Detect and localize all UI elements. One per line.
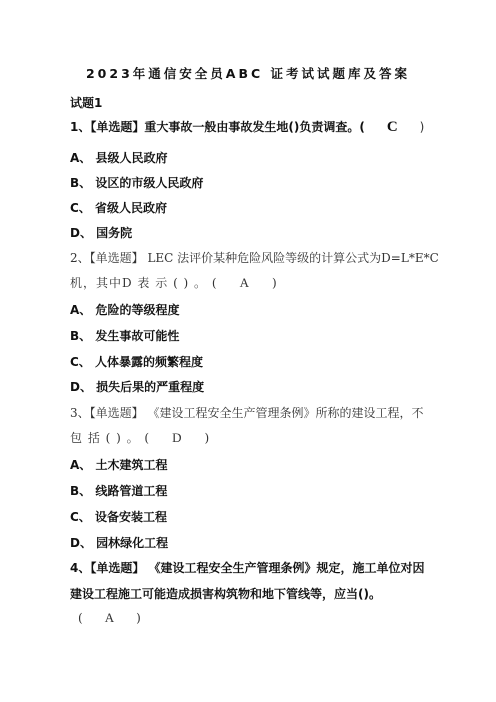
question-4-line-3 (78, 610, 141, 626)
question-1-answer: C (386, 119, 398, 135)
question-2-close: ) (271, 276, 278, 290)
question-3-option-b: B、 线路管道工程 (70, 484, 168, 498)
question-3-close: ) (204, 431, 211, 445)
question-3-line-2 (70, 430, 210, 446)
question-2-answer: A (239, 275, 250, 290)
question-3-line-2-text: 包 括 ( ) 。 ( (70, 431, 151, 445)
question-3-answer: D (172, 430, 183, 445)
question-1-close: ) (419, 120, 425, 134)
question-4-line-1: 4、【单选题】 《建设工程安全生产管理条例》规定，施工单位对因 (70, 561, 425, 575)
question-1-option-a: A、 县级人民政府 (70, 151, 168, 165)
question-2-line-2 (70, 275, 278, 291)
question-1-option-b: B、 设区的市级人民政府 (70, 176, 204, 190)
question-4-line-2: 建设工程施工可能造成损害构筑物和地下管线等，应当()。 (70, 587, 381, 601)
question-3-option-a: A、 土木建筑工程 (70, 458, 168, 472)
question-2-line-2-text: 机，其中D 表 示 ( ) 。 ( (70, 276, 218, 290)
question-1-number: 1、 (70, 120, 91, 134)
question-2-line-1: 2、【单选题】 LEC 法评价某种危险风险等级的计算公式为D=L*E*C (70, 251, 439, 265)
question-3-line-1: 3、【单选题】 《建设工程安全生产管理条例》所称的建设工程，不 (70, 406, 424, 420)
question-4-open: ( (78, 611, 83, 625)
document-title: 2023年通信安全员ABC 证考试试题库及答案 (85, 66, 411, 81)
question-2-option-d: D、 损失后果的严重程度 (70, 380, 205, 394)
question-1-text: 【单选题】重大事故一般由事故发生地()负责调查。( (90, 120, 365, 134)
question-1-option-d: D、 国务院 (70, 226, 133, 240)
question-4-answer: A (104, 610, 115, 625)
question-3-option-c: C、 设备安装工程 (70, 510, 167, 524)
question-2-option-a: A、 危险的等级程度 (70, 303, 180, 317)
question-1-option-c: C、 省级人民政府 (70, 201, 167, 215)
question-2-option-c: C、 人体暴露的频繁程度 (70, 355, 203, 369)
question-4-close: ) (136, 611, 141, 625)
section-heading: 试题1 (70, 96, 103, 110)
question-1 (70, 119, 424, 135)
question-2-option-b: B、 发生事故可能性 (70, 329, 180, 343)
question-3-option-d: D、 园林绿化工程 (70, 536, 169, 550)
